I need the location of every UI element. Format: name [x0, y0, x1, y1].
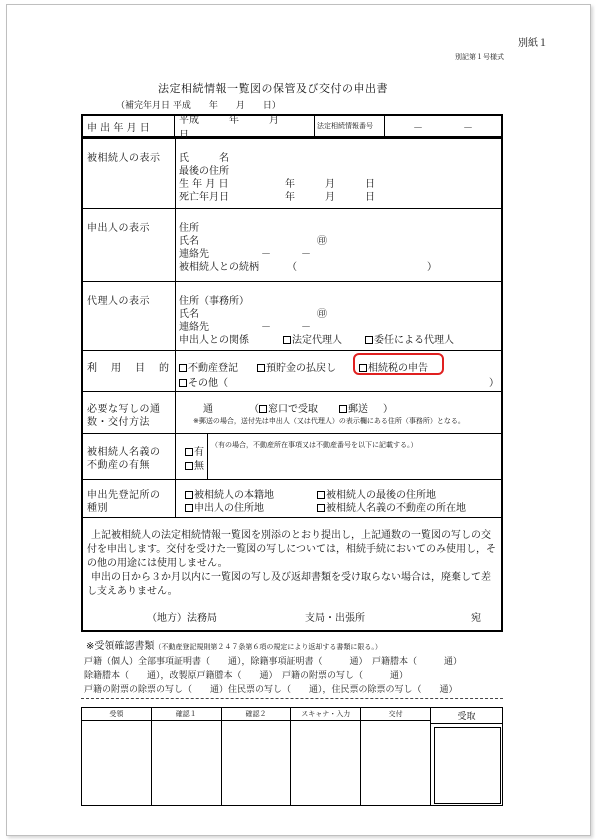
addressee-label: 宛 [471, 613, 481, 624]
decedent-label: 被相続人の表示 [87, 153, 161, 164]
office-col-issue: 交付 [361, 708, 430, 721]
pickup-label: 受取 [431, 708, 502, 724]
tax-option-highlight [353, 353, 444, 375]
purpose-label: 利 用 目 的 [87, 363, 171, 374]
checkbox-icon[interactable] [179, 379, 187, 387]
decedent-death-field[interactable]: 年 月 日 [285, 192, 375, 203]
real-estate-yes-option[interactable] [185, 443, 204, 458]
application-date-label: 申 出 年 月 日 [83, 116, 175, 136]
inheritance-info-number-label: 法定相続情報番号 [315, 116, 385, 136]
checkbox-icon[interactable] [185, 462, 193, 470]
application-date-row [81, 114, 503, 141]
copies-row [83, 392, 501, 434]
applicant-row [83, 209, 501, 282]
checkbox-icon[interactable] [185, 504, 193, 512]
declaration-line-5: し支えありません。 [87, 586, 178, 597]
applicant-label: 申出人の表示 [87, 223, 150, 234]
applicant-address-label: 住所 [179, 223, 199, 234]
decedent-birth-field[interactable]: 年 月 日 [285, 179, 375, 190]
purpose-deposit-option[interactable] [257, 359, 336, 374]
registry-last-address-label: 被相続人の最後の住所地 [326, 490, 436, 501]
applicant-relation-label: 被相続人との続柄 [179, 262, 259, 273]
declaration-line-1: 上記被相続人の法定相続情報一覧図を別添のとおり提出し，上記通数の一覧図の写しの交 [91, 530, 491, 541]
copies-label-1: 必要な写しの通 [87, 404, 161, 415]
inheritance-info-number-field[interactable]: － － [413, 122, 473, 134]
decedent-last-address-label: 最後の住所 [179, 166, 229, 177]
real-estate-label-1: 被相続人名義の [87, 447, 161, 458]
purpose-other-label: その他（ [188, 378, 228, 389]
checkbox-icon[interactable] [185, 491, 193, 499]
seal-icon: ㊞ [317, 309, 327, 320]
pickup-stamp-area [434, 727, 501, 804]
checkbox-icon[interactable] [339, 405, 347, 413]
pickup-box [430, 707, 503, 806]
application-date-field[interactable]: 平成 年 月 日 [175, 116, 315, 136]
registry-label-1: 申出先登記所の [87, 490, 161, 501]
checkbox-icon[interactable] [259, 405, 267, 413]
purpose-other-option[interactable] [179, 374, 228, 389]
purpose-real-estate-option[interactable] [179, 359, 238, 374]
receipt-docs-line-1: 戸籍（個人）全部事項証明書（ 通），除籍事項証明書（ 通） 戸籍謄本（ 通） [84, 657, 463, 667]
receipt-docs-title-note: （不動産登記規則第２４７条第６項の規定により返却する書類に限る。） [154, 643, 382, 651]
agent-contact-label: 連絡先 [179, 322, 209, 333]
registry-property-option[interactable] [317, 499, 466, 514]
decedent-name-label: 氏 名 [179, 153, 229, 164]
form-title: 法定相続情報一覧図の保管及び交付の申出書 [158, 82, 388, 95]
copies-counter-option[interactable] [259, 400, 318, 415]
real-estate-no-label: 無 [194, 461, 204, 472]
purpose-deposit-label: 預貯金の払戻し [266, 363, 336, 374]
checkbox-icon[interactable] [257, 364, 265, 372]
receipt-docs-title-text: ※受領確認書類 [86, 641, 155, 652]
registry-applicant-address-option[interactable] [185, 499, 264, 514]
real-estate-no-option[interactable] [185, 457, 204, 472]
receipt-divider [81, 698, 503, 699]
application-table [81, 138, 503, 632]
form-number: 別記第１号様式 [455, 53, 504, 61]
registry-property-label: 被相続人名義の不動産の所在地 [326, 503, 466, 514]
agent-name-label: 氏名 [179, 309, 199, 320]
checkbox-icon[interactable] [317, 491, 325, 499]
applicant-contact-label: 連絡先 [179, 249, 209, 260]
agent-contact-field[interactable]: － － [261, 322, 311, 333]
checkbox-icon[interactable] [365, 336, 373, 344]
agent-relation-label: 申出人との関係 [179, 335, 249, 346]
agent-legal-option[interactable] [283, 331, 342, 346]
checkbox-icon[interactable] [283, 336, 291, 344]
decedent-row [83, 139, 501, 209]
real-estate-label-2: 不動産の有無 [87, 460, 150, 471]
seal-icon: ㊞ [317, 236, 327, 247]
registry-domicile-label: 被相続人の本籍地 [194, 490, 274, 501]
declaration-line-4: 申出の日から３か月以内に一覧図の写し及び返却書類を受け取らない場合は，廃棄して差 [91, 572, 491, 583]
real-estate-note: （有の場合，不動産所在事項又は不動産番号を以下に記載する。） [211, 441, 418, 449]
office-col-received: 受領 [82, 708, 151, 721]
supplement-date: （補完年月日 平成 年 月 日） [116, 101, 281, 111]
regional-bureau-label: （地方）法務局 [147, 613, 217, 624]
copies-open-paren: （ [249, 404, 259, 415]
declaration-line-2: 付を申出します。交付を受けた一覧図の写しについては，相続手続においてのみ使用し，そ [87, 544, 496, 555]
copies-mail-label: 郵送 [348, 404, 368, 415]
agent-address-label: 住所（事務所） [179, 296, 249, 307]
purpose-other-close: ） [489, 378, 499, 389]
applicant-contact-field[interactable]: － － [261, 249, 311, 260]
office-use-table [81, 707, 431, 806]
agent-delegated-option[interactable] [365, 331, 454, 346]
agent-label: 代理人の表示 [87, 296, 150, 307]
receipt-docs-title [86, 637, 382, 652]
declaration-line-3: の他の用途には使用しません。 [87, 558, 228, 569]
copies-note: ※郵送の場合，送付先は申出人（又は代理人）の表示欄にある住所（事務所）となる。 [193, 417, 465, 425]
attachment-label: 別紙１ [518, 38, 548, 49]
purpose-tax-label: 相続税の申告 [368, 363, 428, 374]
real-estate-divider [207, 434, 208, 480]
purpose-real-estate-label: 不動産登記 [188, 363, 238, 374]
office-col-check2: 確認２ [222, 708, 291, 721]
agent-row [83, 282, 501, 351]
branch-office-label: 支局・出張所 [305, 613, 365, 624]
copies-label-2: 数・交付方法 [87, 417, 150, 428]
applicant-relation-field[interactable]: （ ） [287, 262, 437, 273]
checkbox-icon[interactable] [179, 364, 187, 372]
applicant-name-label: 氏名 [179, 236, 199, 247]
office-col-scan: スキャナ・入力 [291, 708, 360, 721]
copies-mail-option[interactable] [339, 400, 368, 415]
registry-applicant-address-label: 申出人の住所地 [194, 503, 264, 514]
real-estate-row [83, 434, 501, 480]
checkbox-icon[interactable] [317, 504, 325, 512]
decedent-death-label: 死亡年月日 [179, 192, 229, 203]
decedent-birth-label: 生 年 月 日 [179, 179, 229, 190]
agent-legal-label: 法定代理人 [292, 335, 342, 346]
agent-delegated-label: 委任による代理人 [374, 335, 454, 346]
receipt-docs-line-2: 除籍謄本（ 通），改製原戸籍謄本（ 通） 戸籍の附票の写し（ 通） [84, 671, 409, 681]
real-estate-yes-label: 有 [194, 447, 204, 458]
copies-count-field[interactable]: 通 [203, 404, 213, 415]
registry-row [83, 480, 501, 518]
copies-close-paren: ） [383, 404, 393, 415]
receipt-docs-line-3: 戸籍の附票の除票の写し（ 通）住民票の写し（ 通），住民票の除票の写し（ 通） [84, 685, 458, 695]
checkbox-icon[interactable] [185, 448, 193, 456]
registry-label-2: 種別 [87, 503, 108, 514]
office-col-check1: 確認１ [152, 708, 221, 721]
declaration-block [83, 518, 501, 631]
copies-counter-label: 窓口で受取 [268, 404, 318, 415]
